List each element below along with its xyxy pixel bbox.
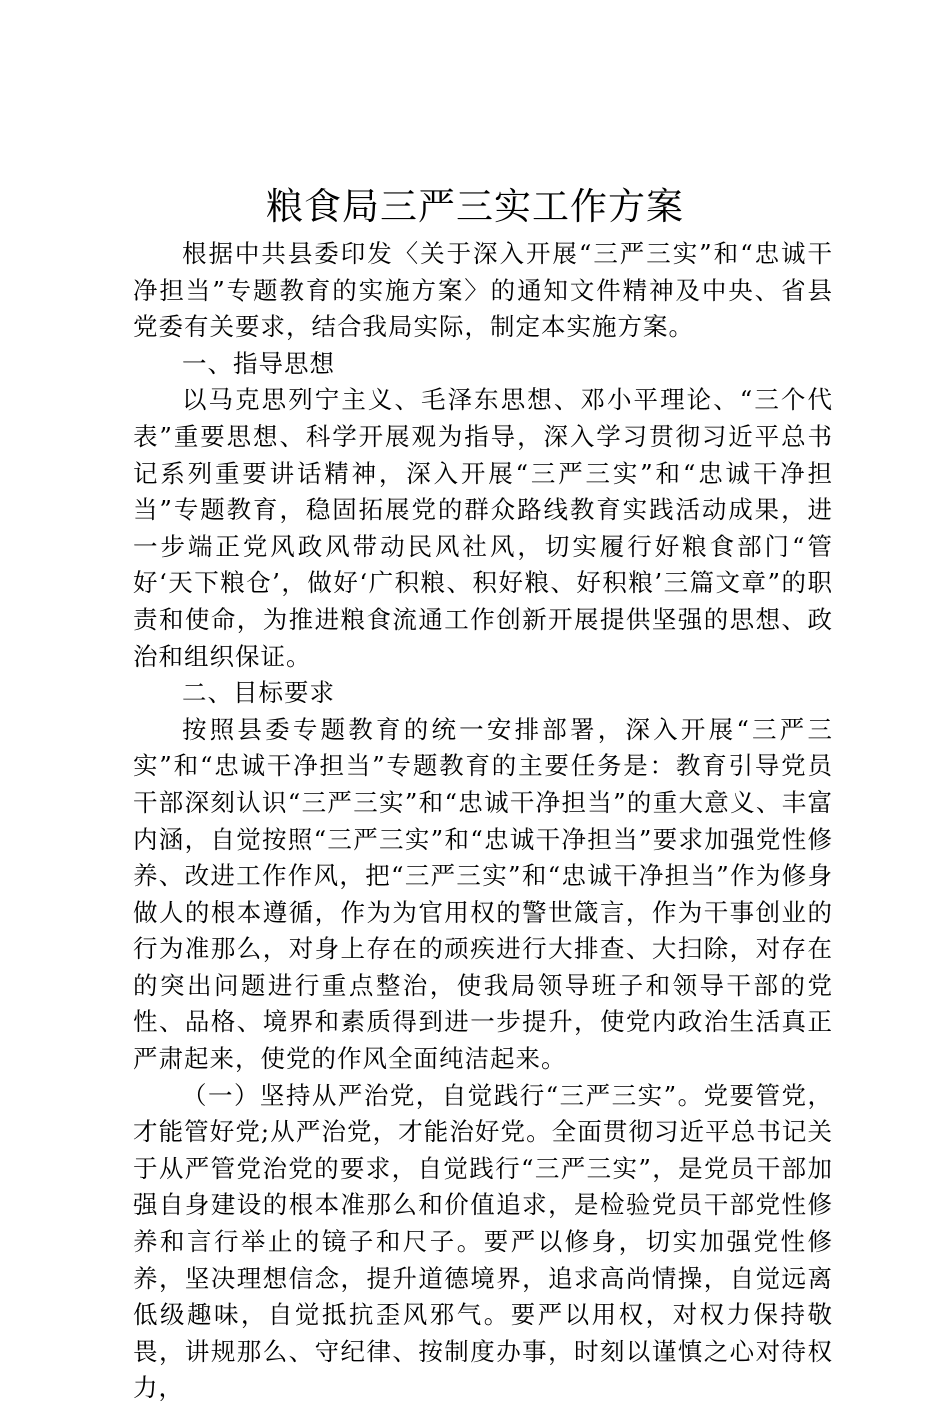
section-heading-goals: 二、目标要求	[182, 678, 335, 708]
intro-paragraph: 根据中共县委印发〈关于深入开展“三严三实”和“忠诚干净担当”专题教育的实施方案〉的通知文件精神及中央、省县党委有关要求，结合我局实际，制定本实施方案。	[133, 239, 833, 342]
subsection-paragraph-1: （一）坚持从严治党，自觉践行“三严三实”。党要管党，才能管好党;从严治党，才能治好党。全面贯彻习近平总书记关于从严管党治党的要求，自觉践行“三严三实”，是党员干部加强自身建设的根本准那么和价值追求，是检验党员干部党性修养和言行举止的镜子和尺子。要严以修身，切实加强党性修养，坚决理想信念，提升道德境界，追求高尚情操，自觉远离低级趣味，自觉抵抗歪风邪气。要严以用权，对权力保持敬畏，讲规那么、守纪律、按制度办事，时刻以谨慎之心对待权力，	[133, 1080, 833, 1403]
goals-paragraph: 按照县委专题教育的统一安排部署，深入开展“三严三实”和“忠诚干净担当”专题教育的主要任务是：教育引导党员干部深刻认识“三严三实”和“忠诚干净担当”的重大意义、丰富内涵，自觉按照“三严三实”和“忠诚干净担当”要求加强党性修养、改进工作作风，把“三严三实”和“忠诚干净担当”作为修身做人的根本遵循，作为为官用权的警世箴言，作为干事创业的行为准那么，对身上存在的顽疾进行大排查、大扫除，对存在的突出问题进行重点整治，使我局领导班子和领导干部的党性、品格、境界和素质得到进一步提升，使党内政治生活真正严肃起来，使党的作风全面纯洁起来。	[133, 714, 833, 1074]
document-body	[133, 236, 833, 1407]
document-title: 粮食局三严三实工作方案	[266, 185, 684, 228]
section-heading-guiding-ideology: 一、指导思想	[182, 348, 335, 378]
guiding-ideology-paragraph: 以马克思列宁主义、毛泽东思想、邓小平理论、“三个代表”重要思想、科学开展观为指导，深入学习贯彻习近平总书记系列重要讲话精神，深入开展“三严三实”和“忠诚干净担当”专题教育，稳固拓展党的群众路线教育实践活动成果，进一步端正党风政风带动民风社风，切实履行好粮食部门“管好‘天下粮仓’，做好‘广积粮、积好粮、好积粮’三篇文章”的职责和使命，为推进粮食流通工作创新开展提供坚强的思想、政治和组织保证。	[133, 385, 833, 671]
